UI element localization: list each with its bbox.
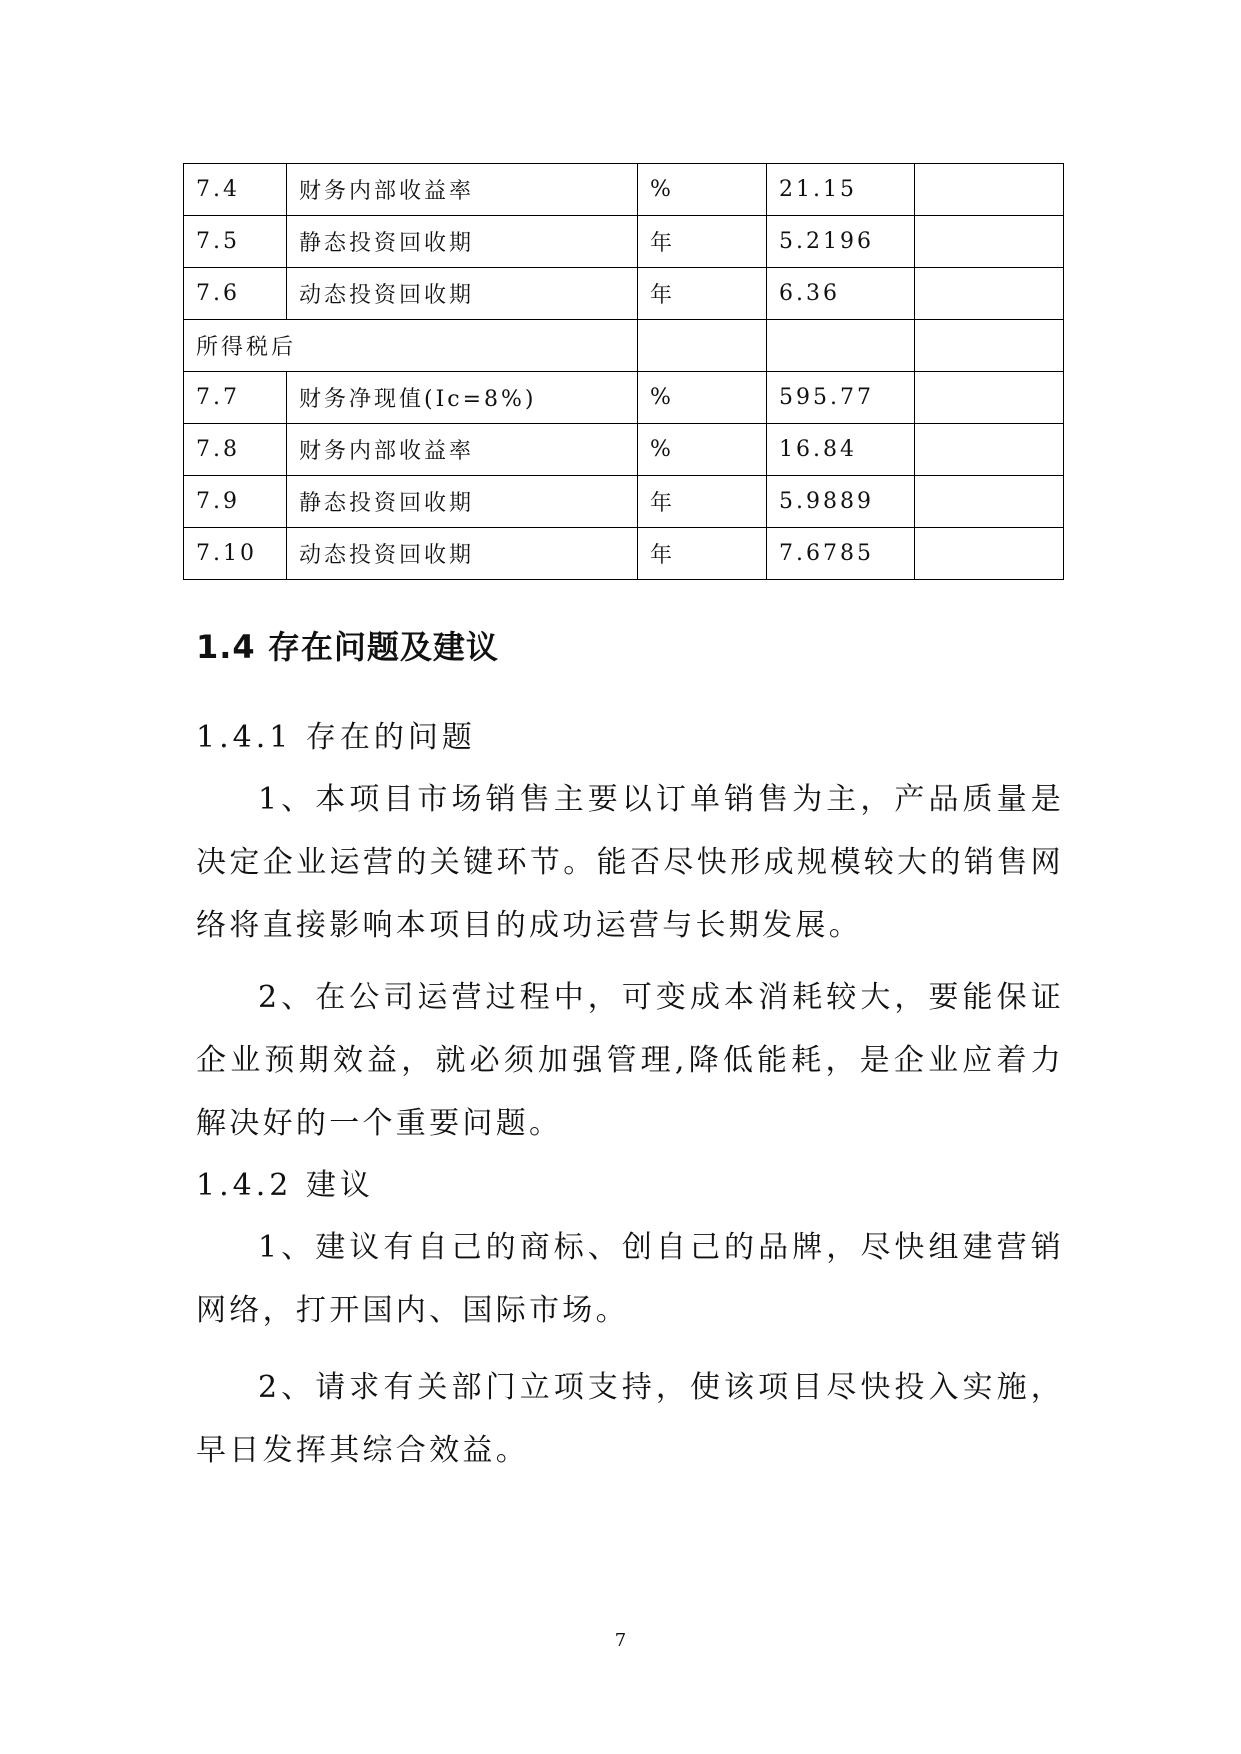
table-cell: 年 [638, 476, 767, 528]
table-row [184, 268, 1064, 320]
table-cell: 7.7 [184, 372, 287, 424]
table-cell [915, 164, 1064, 216]
table-cell: 6.36 [767, 268, 915, 320]
table-cell: 21.15 [767, 164, 915, 216]
table-cell: 静态投资回收期 [287, 476, 638, 528]
table-cell: 7.6 [184, 268, 287, 320]
table-row [184, 164, 1064, 216]
table-cell: 5.9889 [767, 476, 915, 528]
table-cell [638, 320, 767, 372]
table-cell [915, 372, 1064, 424]
financial-indicators-table [183, 163, 1064, 580]
table-cell: 动态投资回收期 [287, 268, 638, 320]
table-cell: 7.6785 [767, 528, 915, 580]
subsection-heading-problems: 1.4.1 存在的问题 [196, 720, 476, 755]
table-cell [915, 476, 1064, 528]
table-cell: 16.84 [767, 424, 915, 476]
table-row [184, 372, 1064, 424]
table-group-label: 所得税后 [184, 320, 638, 372]
table-cell: 年 [638, 216, 767, 268]
table-cell: % [638, 164, 767, 216]
table-cell: 5.2196 [767, 216, 915, 268]
table-cell [915, 216, 1064, 268]
paragraph: 1、本项目市场销售主要以订单销售为主，产品质量是决定企业运营的关键环节。能否尽快形成规模较大的销售网络将直接影响本项目的成功运营与长期发展。 [196, 782, 1064, 943]
table-row [184, 424, 1064, 476]
table-cell: 年 [638, 268, 767, 320]
page-number: 7 [614, 1630, 627, 1651]
table-cell: 动态投资回收期 [287, 528, 638, 580]
paragraph: 2、在公司运营过程中，可变成本消耗较大，要能保证企业预期效益，就必须加强管理,降低能耗，是企业应着力解决好的一个重要问题。 [196, 980, 1064, 1141]
table-cell: % [638, 424, 767, 476]
table-cell [915, 320, 1064, 372]
table-row [184, 216, 1064, 268]
paragraph: 1、建议有自己的商标、创自己的品牌，尽快组建营销网络，打开国内、国际市场。 [196, 1230, 1064, 1328]
table-cell: 7.10 [184, 528, 287, 580]
table-cell: 静态投资回收期 [287, 216, 638, 268]
table-cell: 财务内部收益率 [287, 164, 638, 216]
table-cell: 595.77 [767, 372, 915, 424]
table-cell: 年 [638, 528, 767, 580]
section-heading: 1.4 存在问题及建议 [196, 628, 499, 666]
table-cell: 财务内部收益率 [287, 424, 638, 476]
table-cell [915, 528, 1064, 580]
table-cell: 7.4 [184, 164, 287, 216]
subsection-heading-suggestions: 1.4.2 建议 [196, 1168, 374, 1203]
table-cell [767, 320, 915, 372]
table-cell: 7.9 [184, 476, 287, 528]
table-row [184, 476, 1064, 528]
table-cell [915, 268, 1064, 320]
table-cell: 7.5 [184, 216, 287, 268]
table-cell: 7.8 [184, 424, 287, 476]
table-cell: % [638, 372, 767, 424]
paragraph: 2、请求有关部门立项支持，使该项目尽快投入实施，早日发挥其综合效益。 [196, 1370, 1064, 1468]
table-cell: 财务净现值(Ic=8%) [287, 372, 638, 424]
table-row [184, 528, 1064, 580]
table-row [184, 320, 1064, 372]
table-cell [915, 424, 1064, 476]
